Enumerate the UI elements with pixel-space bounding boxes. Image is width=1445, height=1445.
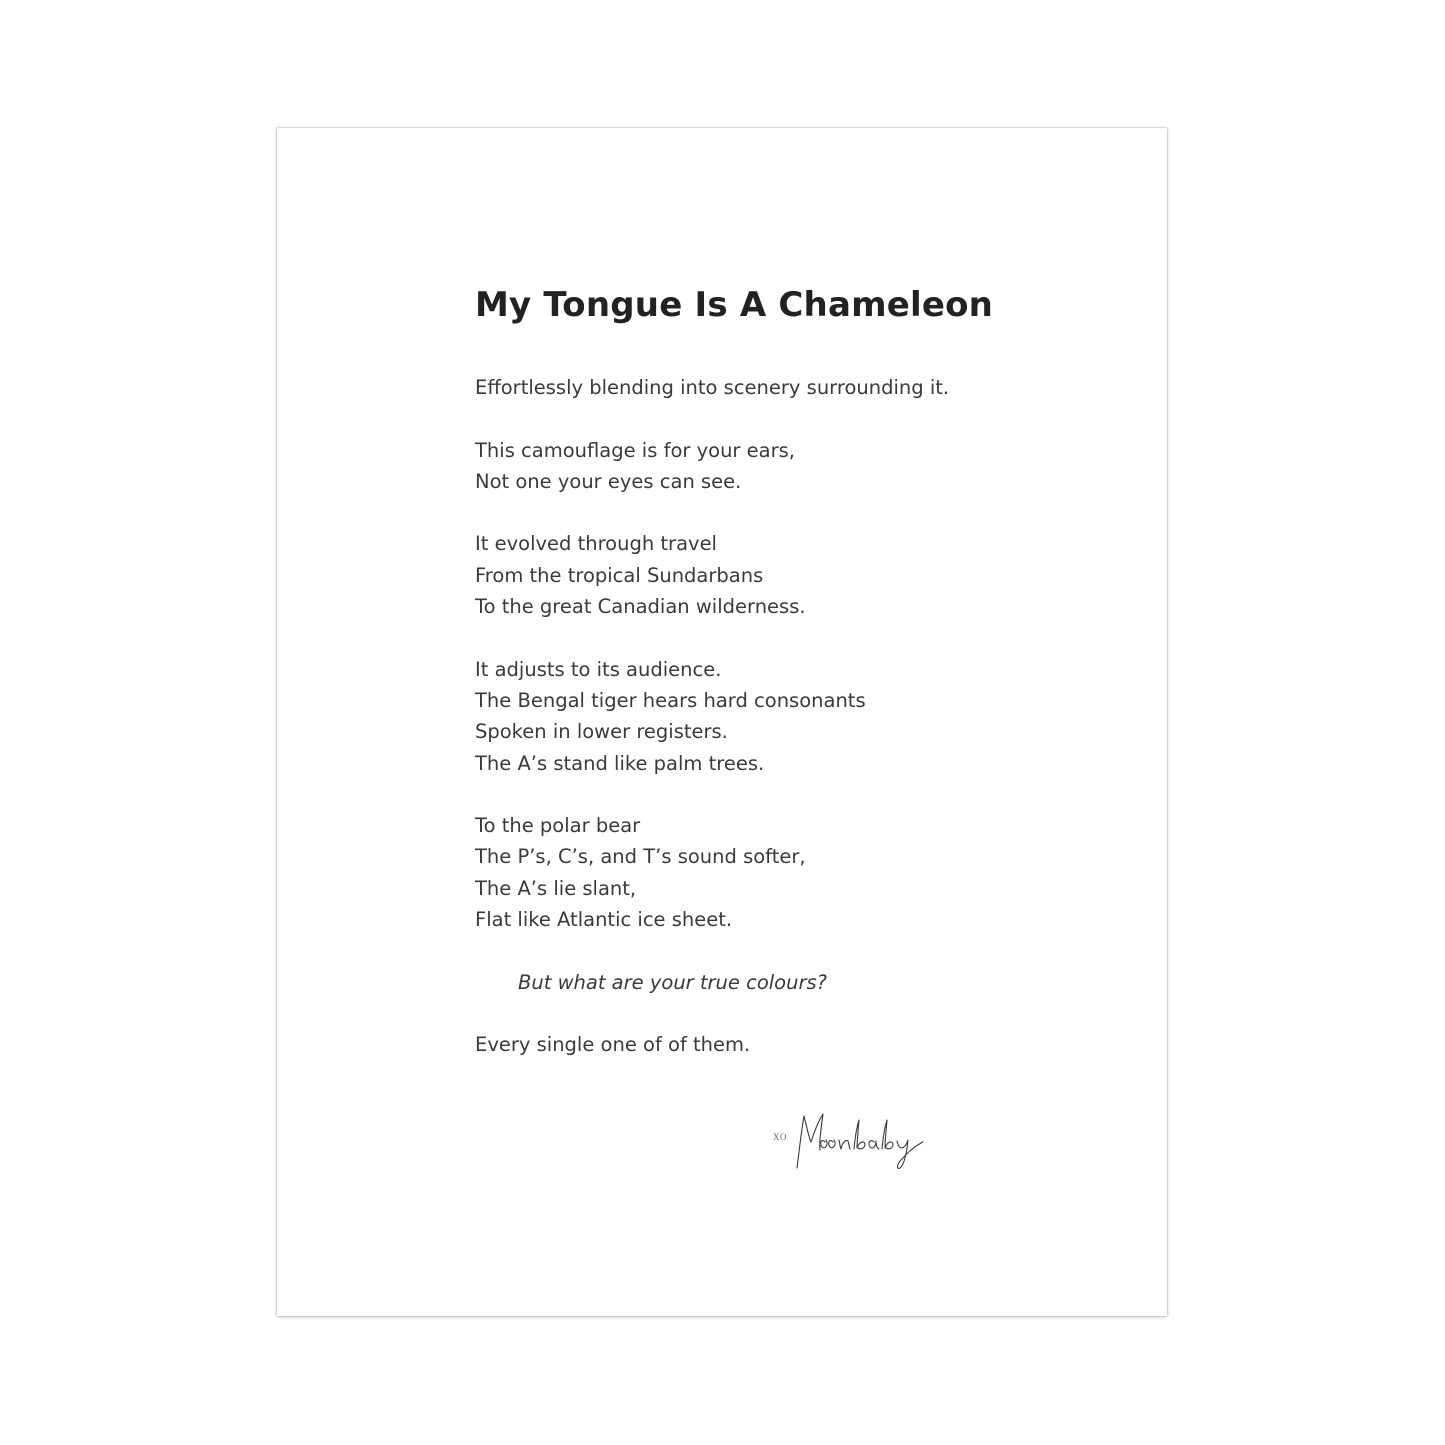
poem-print-sheet	[277, 128, 1167, 1316]
poem-line: The P’s, C’s, and T’s sound softer,	[475, 845, 806, 869]
poem-title: My Tongue Is A Chameleon	[475, 285, 994, 325]
poem-line: To the great Canadian wilderness.	[475, 595, 806, 619]
poem-line: This camouflage is for your ears,	[475, 438, 795, 462]
poem-line: The Bengal tiger hears hard consonants	[475, 688, 866, 712]
poem-line: The A’s stand like palm trees.	[475, 751, 765, 775]
signature-logo	[773, 1108, 933, 1178]
poem-line: Not one your eyes can see.	[475, 469, 742, 493]
poem	[475, 278, 1095, 1061]
poem-line: To the polar bear	[475, 814, 641, 838]
poem-line: From the tropical Sundarbans	[475, 563, 764, 587]
poem-line: Every single one of of them.	[475, 1033, 751, 1057]
poem-line: It evolved through travel	[475, 532, 717, 556]
poem-line: It adjusts to its audience.	[475, 657, 722, 681]
poem-line: Flat like Atlantic ice sheet.	[475, 908, 733, 932]
poem-body	[475, 372, 1095, 1061]
poem-line: Spoken in lower registers.	[475, 720, 728, 744]
poem-line: The A’s lie slant,	[475, 876, 637, 900]
signature-script	[797, 1114, 923, 1168]
signature-prefix: XO	[773, 1132, 787, 1142]
poem-line: Effortlessly blending into scenery surrounding it.	[475, 376, 950, 399]
poem-italic-line: But what are your true colours?	[518, 970, 827, 994]
